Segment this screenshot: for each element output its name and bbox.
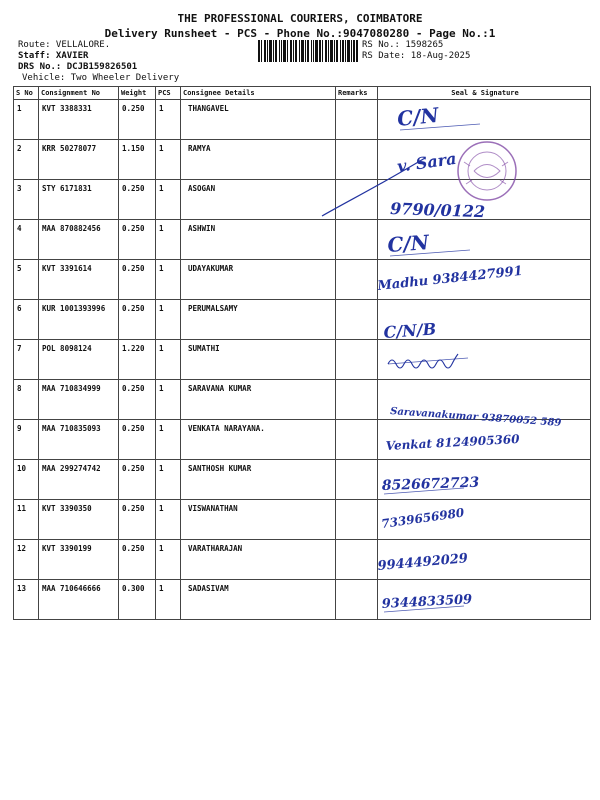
cell-sno: 7 [14, 340, 39, 380]
cell-sno: 4 [14, 220, 39, 260]
cell-sno: 9 [14, 420, 39, 460]
cell-remarks [336, 220, 378, 260]
cell-consignment: MAA 710834999 [39, 380, 119, 420]
page-subtitle: Delivery Runsheet - PCS - Phone No.:9047080280 - Page No.:1 [104, 27, 496, 40]
signature-text: Madhu 9384427991 [376, 263, 524, 294]
table-row [14, 220, 591, 260]
handwritten-signature [378, 540, 591, 580]
cell-consignee: SUMATHI [181, 340, 336, 380]
cell-consignment: STY 6171831 [39, 180, 119, 220]
cell-pcs: 1 [156, 300, 181, 340]
cell-weight: 0.250 [119, 540, 156, 580]
table-row [14, 340, 591, 380]
cell-consignee: ASHWIN [181, 220, 336, 260]
column-header: Seal & Signature [378, 87, 591, 100]
cell-remarks [336, 340, 378, 380]
cell-consignment: KVT 3388331 [39, 100, 119, 140]
cell-remarks [336, 580, 378, 620]
signature-text: C/N [386, 230, 430, 257]
rs-date: RS Date: 18-Aug-2025 [362, 51, 471, 61]
cell-remarks [336, 420, 378, 460]
cell-weight: 0.250 [119, 260, 156, 300]
cell-weight: 0.250 [119, 180, 156, 220]
staff-label: Staff: XAVIER [18, 51, 89, 61]
cell-pcs: 1 [156, 180, 181, 220]
barcode-icon [258, 40, 358, 62]
page-title: THE PROFESSIONAL COURIERS, COIMBATORE [177, 12, 423, 25]
table-row [14, 580, 591, 620]
table-row [14, 420, 591, 460]
handwritten-signature [378, 420, 591, 460]
vehicle-label: Vehicle: Two Wheeler Delivery [22, 73, 180, 83]
cell-signature [378, 380, 591, 429]
cell-weight: 1.220 [119, 340, 156, 380]
signature-text: C/N/B [382, 319, 437, 342]
cell-pcs: 1 [156, 340, 181, 380]
cell-sno: 3 [14, 180, 39, 220]
column-header: Remarks [336, 87, 378, 100]
table-row [14, 500, 591, 540]
signature-text: 9790/0122 [389, 199, 486, 222]
cell-consignee: UDAYAKUMAR [181, 260, 336, 300]
signature-text: v. Sara [395, 148, 458, 176]
handwritten-signature [378, 300, 591, 340]
cell-consignee: VARATHARAJAN [181, 540, 336, 580]
cell-remarks [336, 260, 378, 300]
cell-consignment: MAA 710835093 [39, 420, 119, 460]
cell-sno: 8 [14, 380, 39, 420]
cell-weight: 0.250 [119, 220, 156, 260]
cell-consignee: RAMYA [181, 140, 336, 180]
cell-consignment: POL 8098124 [39, 340, 119, 380]
cell-weight: 0.250 [119, 420, 156, 460]
cell-weight: 1.150 [119, 140, 156, 180]
cell-sno: 2 [14, 140, 39, 180]
cell-sno: 1 [14, 100, 39, 140]
cell-signature [378, 420, 591, 460]
cell-pcs: 1 [156, 460, 181, 500]
cell-sno: 10 [14, 460, 39, 500]
table-row [14, 260, 591, 300]
cell-consignee: SANTHOSH KUMAR [181, 460, 336, 500]
cell-consignment: MAA 710646666 [39, 580, 119, 620]
table-row [14, 460, 591, 500]
drs-number: DRS No.: DCJB159826501 [18, 62, 138, 72]
cell-consignee: ASOGAN [181, 180, 336, 220]
signature-text: 8526672723 [381, 474, 480, 494]
table-row [14, 380, 591, 420]
cell-pcs: 1 [156, 220, 181, 260]
handwritten-signature [378, 220, 591, 260]
cell-remarks [336, 460, 378, 500]
cell-pcs: 1 [156, 380, 181, 420]
cell-consignment: MAA 870882456 [39, 220, 119, 260]
cell-weight: 0.250 [119, 500, 156, 540]
handwritten-signature [378, 340, 591, 380]
table-row [14, 300, 591, 340]
handwritten-signature [378, 100, 591, 140]
cell-consignment: MAA 299274742 [39, 460, 119, 500]
handwritten-signature [378, 580, 591, 620]
cell-pcs: 1 [156, 540, 181, 580]
cell-consignment: KUR 1001393996 [39, 300, 119, 340]
cell-sno: 13 [14, 580, 39, 620]
column-header: Consignment No [39, 87, 119, 100]
handwritten-signature [378, 260, 591, 300]
cell-pcs: 1 [156, 260, 181, 300]
table-row [14, 100, 591, 140]
cell-signature [378, 100, 591, 140]
signature-text: Venkat 8124905360 [385, 432, 520, 453]
cell-consignee: PERUMALSAMY [181, 300, 336, 340]
cell-remarks [336, 300, 378, 340]
rs-number: RS No.: 1598265 [362, 40, 444, 50]
cell-remarks [336, 380, 378, 420]
cell-weight: 0.300 [119, 580, 156, 620]
route-label: Route: VELLALORE. [18, 40, 111, 50]
cell-pcs: 1 [156, 500, 181, 540]
cell-pcs: 1 [156, 580, 181, 620]
cell-consignment: KRR 50278077 [39, 140, 119, 180]
cell-signature [378, 220, 591, 260]
table-row [14, 540, 591, 580]
cell-signature [378, 580, 591, 620]
cell-pcs: 1 [156, 420, 181, 460]
cell-consignee: SADASIVAM [181, 580, 336, 620]
cell-consignee: THANGAVEL [181, 100, 336, 140]
cell-pcs: 1 [156, 140, 181, 180]
column-header: PCS [156, 87, 181, 100]
cell-consignee: SARAVANA KUMAR [181, 380, 336, 420]
column-header: Weight [119, 87, 156, 100]
cell-signature [378, 540, 591, 580]
cell-signature [378, 500, 591, 540]
cell-consignee: VENKATA NARAYANA. [181, 420, 336, 460]
cell-weight: 0.250 [119, 460, 156, 500]
handwritten-signature [378, 380, 591, 429]
cell-sno: 6 [14, 300, 39, 340]
handwritten-signature [378, 460, 591, 500]
cell-consignment: KVT 3390350 [39, 500, 119, 540]
cell-sno: 11 [14, 500, 39, 540]
cell-weight: 0.250 [119, 380, 156, 420]
column-header: S No [14, 87, 39, 100]
signature-text: Saravanakumar 93870052 589 [389, 406, 562, 429]
cell-signature [378, 300, 591, 340]
cell-remarks [336, 500, 378, 540]
cell-consignee: VISWANATHAN [181, 500, 336, 540]
handwritten-signature [378, 500, 591, 540]
cell-remarks [336, 100, 378, 140]
seal-stamp-icon [456, 140, 518, 202]
cell-consignment: KVT 3391614 [39, 260, 119, 300]
cell-pcs: 1 [156, 100, 181, 140]
cell-sno: 5 [14, 260, 39, 300]
signature-text: C/N [396, 102, 440, 131]
cell-signature [378, 260, 591, 300]
pen-stroke-mark [320, 150, 430, 220]
cell-signature [378, 340, 591, 380]
cell-weight: 0.250 [119, 100, 156, 140]
signature-text: 7339656980 [380, 505, 466, 531]
cell-consignment: KVT 3390199 [39, 540, 119, 580]
cell-remarks [336, 540, 378, 580]
signature-text: 9344833509 [381, 592, 473, 612]
cell-sno: 12 [14, 540, 39, 580]
table-header-row [14, 87, 591, 100]
cell-signature [378, 460, 591, 500]
signature-text: 9944492029 [377, 551, 469, 574]
cell-weight: 0.250 [119, 300, 156, 340]
column-header: Consignee Details [181, 87, 336, 100]
